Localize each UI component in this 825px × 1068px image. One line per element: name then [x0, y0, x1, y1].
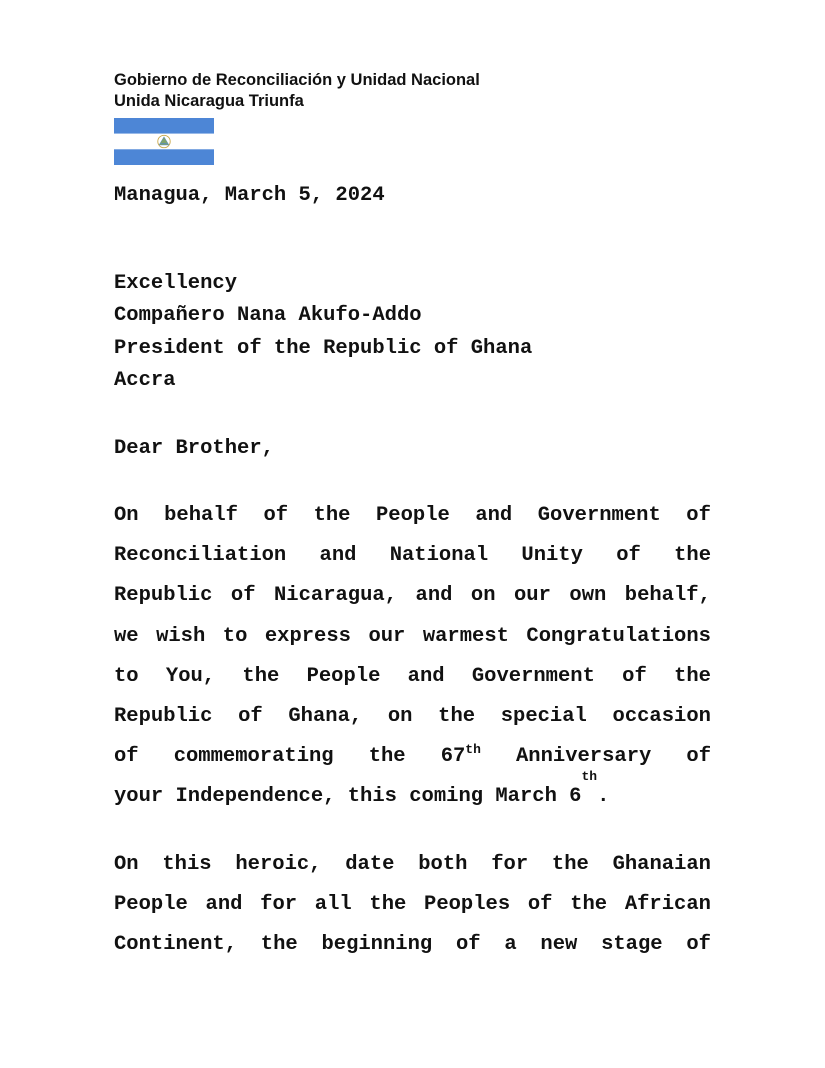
word: Ghanaian: [612, 853, 711, 876]
word: of: [622, 664, 647, 688]
word: of: [238, 704, 263, 728]
body-paragraph-2: [114, 845, 711, 966]
word: special: [500, 704, 587, 728]
word: express: [264, 624, 351, 648]
word: of: [527, 893, 553, 917]
word: Republic: [114, 704, 213, 728]
text-segment: the: [368, 745, 406, 769]
text-segment: .: [597, 785, 610, 809]
paragraph-line: [114, 496, 711, 536]
letter-date: Managua, March 5, 2024: [114, 184, 385, 207]
word: we: [114, 624, 139, 648]
word: on: [387, 704, 413, 728]
text-segment: 67th: [440, 742, 481, 769]
word: of: [616, 544, 641, 568]
word: Nicaragua,: [274, 584, 398, 608]
body-paragraph-1: [114, 496, 711, 818]
word: Peoples: [424, 893, 511, 917]
recipient-name: Compañero Nana Akufo-Addo: [114, 304, 422, 328]
paragraph-line-anniversary: [114, 737, 711, 777]
word: the: [551, 853, 589, 876]
word: all: [314, 893, 352, 917]
word: the: [674, 664, 711, 688]
word: of: [455, 933, 481, 957]
word: Unity: [521, 544, 583, 568]
word: the: [260, 933, 298, 957]
ordinal-suffix: th: [581, 769, 598, 785]
nicaragua-flag-icon: [114, 118, 214, 165]
word: wish: [156, 624, 206, 648]
word: of: [686, 504, 711, 527]
text-segment: of: [114, 745, 139, 769]
word: for: [260, 893, 298, 917]
paragraph-line: [114, 697, 711, 737]
letterhead: [114, 70, 480, 112]
word: for: [491, 853, 529, 876]
word: and: [407, 664, 445, 688]
word: to: [114, 664, 139, 688]
word: both: [418, 853, 468, 876]
word: of: [263, 504, 289, 527]
word: Congratulations: [526, 624, 711, 648]
word: and: [205, 893, 243, 917]
word: the: [570, 893, 608, 917]
word: and: [319, 544, 357, 568]
word: new: [540, 933, 578, 957]
word: the: [674, 544, 711, 568]
word: the: [369, 893, 407, 917]
ordinal-suffix: th: [465, 742, 481, 758]
text-segment: of: [686, 745, 711, 769]
paragraph-line: [114, 925, 711, 965]
paragraph-line-independence: [114, 769, 711, 817]
letterhead-slogan: Unida Nicaragua Triunfa: [114, 92, 304, 110]
text-segment: commemorating: [173, 745, 334, 769]
word: a: [504, 933, 517, 957]
recipient-city: Accra: [114, 368, 176, 392]
word: behalf,: [624, 584, 711, 608]
word: the: [242, 664, 280, 688]
word: heroic,: [235, 853, 322, 876]
flag-top-stripe: [114, 118, 214, 134]
word: of: [230, 584, 256, 608]
word: People: [114, 893, 188, 917]
word: the: [313, 504, 351, 527]
word: National: [389, 544, 489, 568]
word: date: [345, 853, 395, 876]
flag-bottom-stripe: [114, 149, 214, 165]
word: On: [114, 504, 139, 527]
word: on: [470, 584, 496, 608]
word: behalf: [164, 504, 238, 527]
word: occasion: [612, 704, 711, 728]
word: Government: [537, 504, 661, 527]
word: Reconciliation: [114, 544, 287, 568]
word: our: [368, 624, 406, 648]
paragraph-line: [114, 657, 711, 697]
word: stage: [601, 933, 663, 957]
word: People: [306, 664, 381, 688]
paragraph-line: [114, 536, 711, 576]
text-segment: your Independence, this coming March 6: [114, 785, 582, 809]
word: our: [514, 584, 551, 608]
paragraph-line: [114, 885, 711, 925]
word: of: [686, 933, 711, 957]
word: You,: [165, 664, 216, 688]
word: and: [475, 504, 513, 527]
paragraph-line: [114, 617, 711, 657]
word: warmest: [422, 624, 509, 648]
word: On: [114, 853, 139, 876]
letterhead-government-name: Gobierno de Reconciliación y Unidad Nacional: [114, 71, 480, 89]
word: beginning: [321, 933, 433, 957]
salutation: Dear Brother,: [114, 437, 274, 460]
word: African: [624, 893, 711, 917]
recipient-honorific: Excellency: [114, 272, 238, 295]
text-segment: Anniversary: [515, 745, 652, 769]
paragraph-line: [114, 576, 711, 616]
word: Government: [471, 664, 595, 688]
recipient-title: President of the Republic of Ghana: [114, 336, 533, 360]
word: and: [415, 584, 453, 608]
word: the: [438, 704, 476, 728]
word: Continent,: [114, 933, 238, 957]
word: Republic: [114, 584, 213, 608]
word: Ghana,: [288, 704, 363, 728]
word: this: [162, 853, 212, 876]
word: People: [376, 504, 450, 527]
word: to: [222, 624, 248, 648]
word: own: [569, 584, 607, 608]
paragraph-line: [114, 845, 711, 885]
recipient-address: [114, 268, 532, 397]
